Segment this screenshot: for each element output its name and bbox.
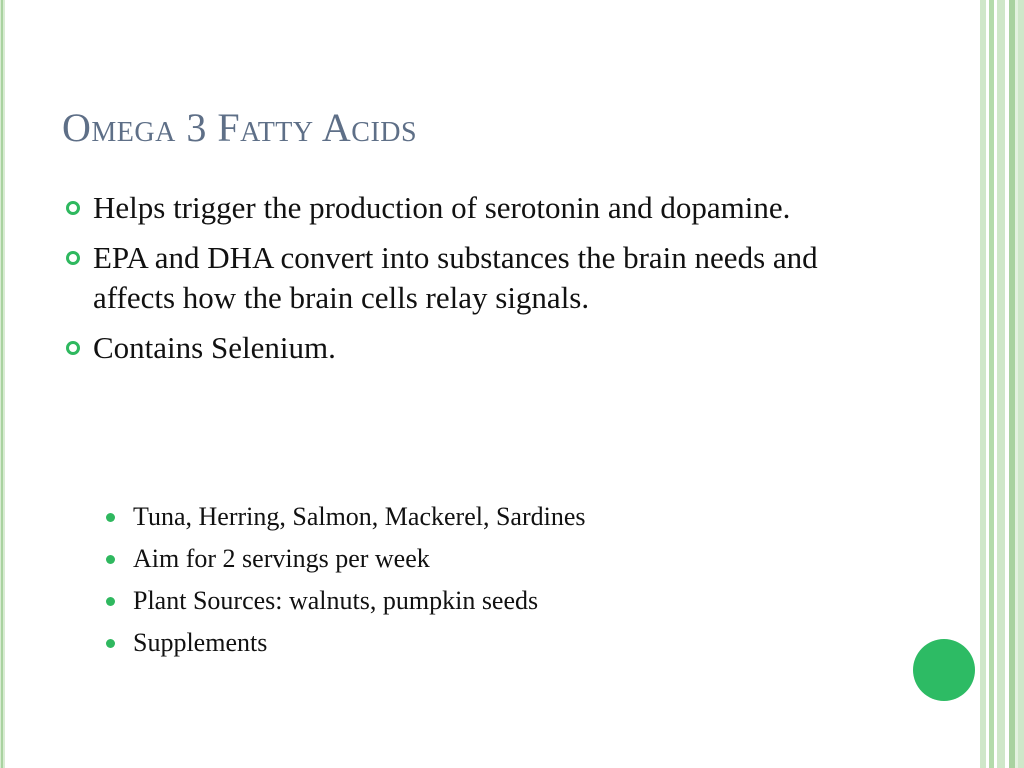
bullet-text: Contains Selenium.: [93, 330, 336, 365]
right-border-stripe: [1018, 0, 1024, 768]
slide-title: Omega 3 Fatty Acids: [62, 105, 418, 150]
sub-bullet-text: Supplements: [133, 628, 268, 657]
dot-bullet-icon: [106, 555, 115, 564]
decorative-circle: [913, 639, 975, 701]
bullet-text: Helps trigger the production of serotonin and dopamine.: [93, 190, 791, 225]
bullet-text: EPA and DHA convert into substances the brain needs and affects how the brain cells relay signals.: [93, 240, 818, 315]
sub-bullet-item: [104, 542, 864, 576]
sub-bullet-item: [104, 584, 864, 618]
dot-bullet-icon: [106, 597, 115, 606]
dot-bullet-icon: [106, 639, 115, 648]
bullet-item: [62, 238, 882, 318]
left-border-decoration: [0, 0, 5, 768]
bullet-item: [62, 188, 882, 228]
ring-bullet-icon: [66, 251, 80, 265]
sub-bullet-text: Tuna, Herring, Salmon, Mackerel, Sardines: [133, 502, 586, 531]
sub-bullet-item: [104, 500, 864, 534]
sub-bullet-text: Aim for 2 servings per week: [133, 544, 430, 573]
sub-bullet-item: [104, 626, 864, 660]
sub-bullet-list: [104, 500, 864, 668]
right-border-stripe: [997, 0, 1005, 768]
ring-bullet-icon: [66, 341, 80, 355]
ring-bullet-icon: [66, 201, 80, 215]
right-border-decoration: [976, 0, 1024, 768]
dot-bullet-icon: [106, 513, 115, 522]
left-border-line: [1, 0, 3, 768]
bullet-item: [62, 328, 882, 368]
sub-bullet-text: Plant Sources: walnuts, pumpkin seeds: [133, 586, 539, 615]
bullet-list: [62, 188, 882, 378]
